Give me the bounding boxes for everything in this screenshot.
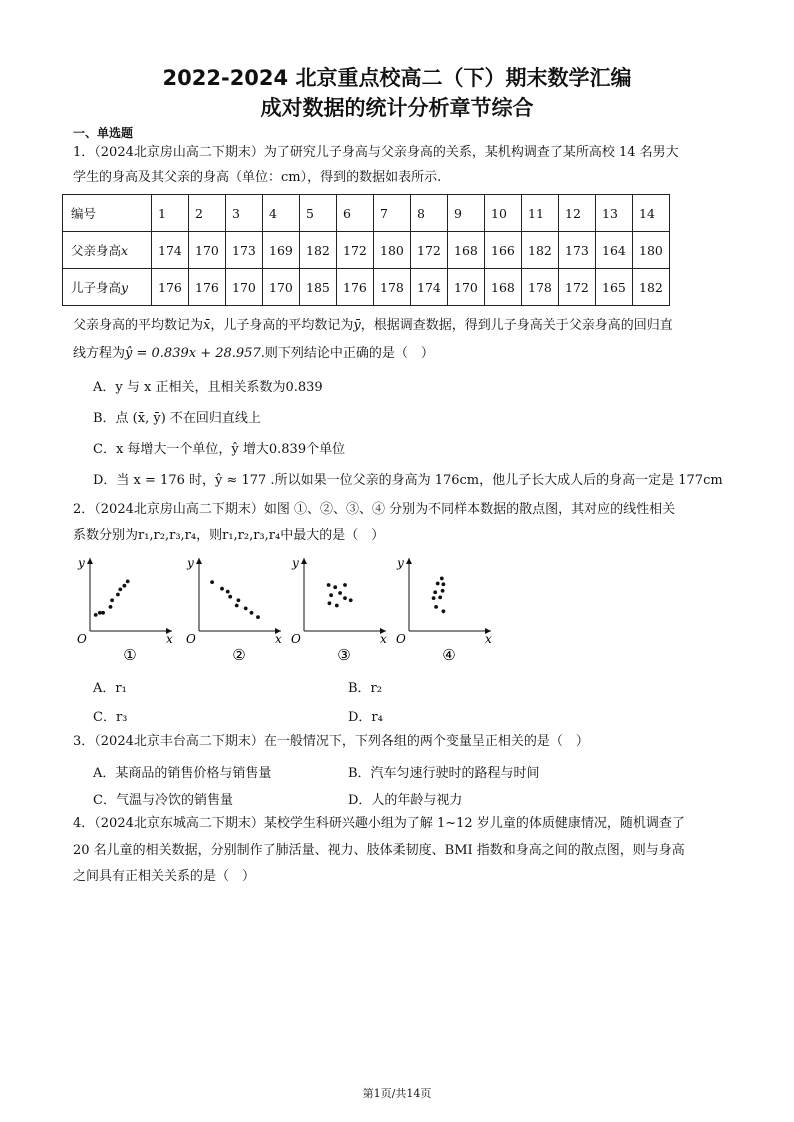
y-axis-arrow-icon — [301, 558, 307, 564]
table-cell-id: 8 — [411, 195, 448, 232]
table-cell-son: 170 — [263, 269, 300, 306]
plot-number-label: ③ — [337, 646, 351, 664]
scatter-point — [441, 589, 445, 593]
table-cell-son: 176 — [337, 269, 374, 306]
x-axis-label: x — [275, 632, 282, 646]
q2-option-a: A．r₁ — [93, 681, 127, 696]
q3-option-a: A．某商品的销售价格与销售量 — [93, 766, 272, 781]
table-cell-father: 182 — [300, 232, 337, 269]
scatter-plot-1 — [74, 552, 178, 667]
table-cell-son: 170 — [448, 269, 485, 306]
y-axis-label: y — [397, 556, 404, 570]
q3-option-b: B．汽车匀速行驶时的路程与时间 — [348, 766, 540, 781]
scatter-point — [433, 590, 437, 594]
q3-option-d: D．人的年龄与视力 — [348, 793, 463, 808]
scatter-point — [244, 607, 248, 611]
q1-option-d: D．当 x = 176 时，ŷ ≈ 177 .所以如果一位父亲的身高为 176cm，他儿子长大成人后的身高一定是 177cm — [93, 473, 723, 488]
plot-number-label: ④ — [442, 646, 456, 664]
q1-option-b: B．点 (x̄, ȳ) 不在回归直线上 — [93, 411, 261, 426]
section-heading: 一、单选题 — [73, 126, 134, 140]
row-label-id: 编号 — [63, 195, 152, 232]
scatter-point — [116, 593, 120, 597]
scatter-point — [210, 580, 214, 584]
scatter-point — [438, 596, 442, 600]
table-cell-son: 182 — [633, 269, 670, 306]
table-row-father — [63, 232, 670, 269]
origin-label: O — [396, 632, 406, 646]
scatter-point — [256, 615, 260, 619]
table-cell-father: 174 — [152, 232, 189, 269]
plot-number-label: ① — [123, 646, 137, 664]
table-cell-id: 1 — [152, 195, 189, 232]
table-cell-son: 172 — [559, 269, 596, 306]
q1-after-line2: 线方程为ŷ = 0.839x + 28.957.则下列结论中正确的是（ ） — [73, 346, 434, 361]
q4-stem-line2: 20 名儿童的相关数据，分别制作了肺活量、视力、肢体柔韧度、BMI 指数和身高之间的散点图，则与身高 — [73, 843, 685, 858]
y-axis-arrow-icon — [406, 558, 412, 564]
x-axis-label: x — [166, 632, 173, 646]
table-cell-father: 166 — [485, 232, 522, 269]
table-cell-father: 173 — [559, 232, 596, 269]
table-cell-id: 5 — [300, 195, 337, 232]
table-cell-son: 165 — [596, 269, 633, 306]
origin-label: O — [291, 632, 301, 646]
scatter-point — [123, 584, 127, 588]
scatter-point — [432, 596, 436, 600]
table-row-son — [63, 269, 670, 306]
table-row-ids — [63, 195, 670, 232]
scatter-point — [98, 611, 102, 615]
y-axis-label: y — [78, 556, 85, 570]
x-axis-label: x — [380, 632, 387, 646]
table-cell-father: 182 — [522, 232, 559, 269]
page-footer: 第1页/共14页 — [362, 1087, 432, 1100]
scatter-point — [228, 595, 232, 599]
table-cell-id: 11 — [522, 195, 559, 232]
q2-option-d: D．r₄ — [348, 710, 383, 725]
origin-label: O — [186, 632, 196, 646]
table-cell-son: 174 — [411, 269, 448, 306]
scatter-point — [109, 605, 113, 609]
q3-stem: 3．（2024北京丰台高二下期末）在一般情况下，下列各组的两个变量呈正相关的是（ ） — [73, 734, 589, 749]
q2-stem-line1: 2．（2024北京房山高二下期末）如图 ①、②、③、④ 分别为不同样本数据的散点图，其对应的线性相关 — [73, 502, 676, 517]
q1-data-table — [62, 194, 670, 306]
scatter-plot-4 — [393, 552, 497, 667]
scatter-point — [237, 598, 241, 602]
scatter-point — [329, 593, 333, 597]
scatter-point — [101, 611, 105, 615]
scatter-point — [126, 580, 130, 584]
table-cell-son: 178 — [374, 269, 411, 306]
document-title-line2: 成对数据的统计分析章节综合 — [260, 96, 534, 120]
scatter-point — [442, 582, 446, 586]
plot-number-label: ② — [232, 646, 246, 664]
scatter-point — [327, 583, 331, 587]
q2-option-c: C．r₃ — [93, 710, 128, 725]
table-cell-son: 170 — [226, 269, 263, 306]
scatter-plot-2 — [183, 552, 287, 667]
scatter-point — [436, 582, 440, 586]
q4-stem-line3: 之间具有正相关关系的是（ ） — [73, 869, 256, 884]
scatter-point — [235, 604, 239, 608]
row-label-father: 父亲身高x — [63, 232, 152, 269]
x-axis-label: x — [485, 632, 492, 646]
y-axis-label: y — [292, 556, 299, 570]
table-cell-son: 178 — [522, 269, 559, 306]
scatter-point — [226, 590, 230, 594]
scatter-point — [343, 596, 347, 600]
table-cell-father: 180 — [633, 232, 670, 269]
table-cell-father: 180 — [374, 232, 411, 269]
table-cell-id: 2 — [189, 195, 226, 232]
scatter-point — [94, 613, 98, 617]
row-label-son: 儿子身高y — [63, 269, 152, 306]
scatter-point — [343, 583, 347, 587]
table-cell-son: 168 — [485, 269, 522, 306]
scatter-point — [349, 598, 353, 602]
table-cell-id: 7 — [374, 195, 411, 232]
table-cell-father: 173 — [226, 232, 263, 269]
table-cell-father: 172 — [411, 232, 448, 269]
q2-option-b: B．r₂ — [348, 681, 382, 696]
q3-option-c: C．气温与冷饮的销售量 — [93, 793, 233, 808]
table-cell-father: 170 — [189, 232, 226, 269]
table-cell-father: 169 — [263, 232, 300, 269]
q2-stem-line2: 系数分别为r₁,r₂,r₃,r₄，则r₁,r₂,r₃,r₄中最大的是（ ） — [73, 528, 385, 543]
table-cell-id: 12 — [559, 195, 596, 232]
scatter-point — [220, 587, 224, 591]
table-cell-father: 164 — [596, 232, 633, 269]
q4-stem-line1: 4．（2024北京东城高二下期末）某校学生科研兴趣小组为了解 1~12 岁儿童的体质健康情况，随机调查了 — [73, 816, 685, 831]
origin-label: O — [77, 632, 87, 646]
q1-option-a: A．y 与 x 正相关，且相关系数为0.839 — [93, 380, 323, 395]
table-cell-son: 176 — [189, 269, 226, 306]
table-cell-son: 185 — [300, 269, 337, 306]
scatter-point — [338, 591, 342, 595]
q1-stem-line1: 1．（2024北京房山高二下期末）为了研究儿子身高与父亲身高的关系，某机构调查了某所高校 14 名男大 — [73, 145, 679, 160]
table-cell-father: 172 — [337, 232, 374, 269]
table-cell-id: 4 — [263, 195, 300, 232]
table-cell-id: 10 — [485, 195, 522, 232]
table-cell-id: 13 — [596, 195, 633, 232]
table-cell-id: 3 — [226, 195, 263, 232]
table-cell-id: 6 — [337, 195, 374, 232]
y-axis-label: y — [187, 556, 194, 570]
scatter-point — [440, 577, 444, 581]
y-axis-arrow-icon — [87, 558, 93, 564]
scatter-point — [118, 588, 122, 592]
scatter-plot-3 — [288, 552, 392, 667]
table-cell-father: 168 — [448, 232, 485, 269]
q1-stem-line2: 学生的身高及其父亲的身高（单位：cm），得到的数据如表所示. — [73, 170, 442, 185]
y-axis-arrow-icon — [196, 558, 202, 564]
q1-after-line1: 父亲身高的平均数记为x̄，儿子身高的平均数记为ȳ，根据调查数据，得到儿子身高关于父亲身高的回归直 — [73, 318, 673, 333]
table-cell-id: 14 — [633, 195, 670, 232]
scatter-point — [434, 605, 438, 609]
scatter-point — [333, 585, 337, 589]
table-cell-son: 176 — [152, 269, 189, 306]
table-cell-id: 9 — [448, 195, 485, 232]
q1-option-c: C．x 每增大一个单位，ŷ 增大0.839个单位 — [93, 442, 346, 457]
scatter-point — [110, 598, 114, 602]
scatter-point — [328, 601, 332, 605]
scatter-point — [250, 611, 254, 615]
scatter-point — [335, 604, 339, 608]
scatter-point — [442, 609, 446, 613]
document-title-line1: 2022-2024 北京重点校高二（下）期末数学汇编 — [162, 66, 632, 90]
